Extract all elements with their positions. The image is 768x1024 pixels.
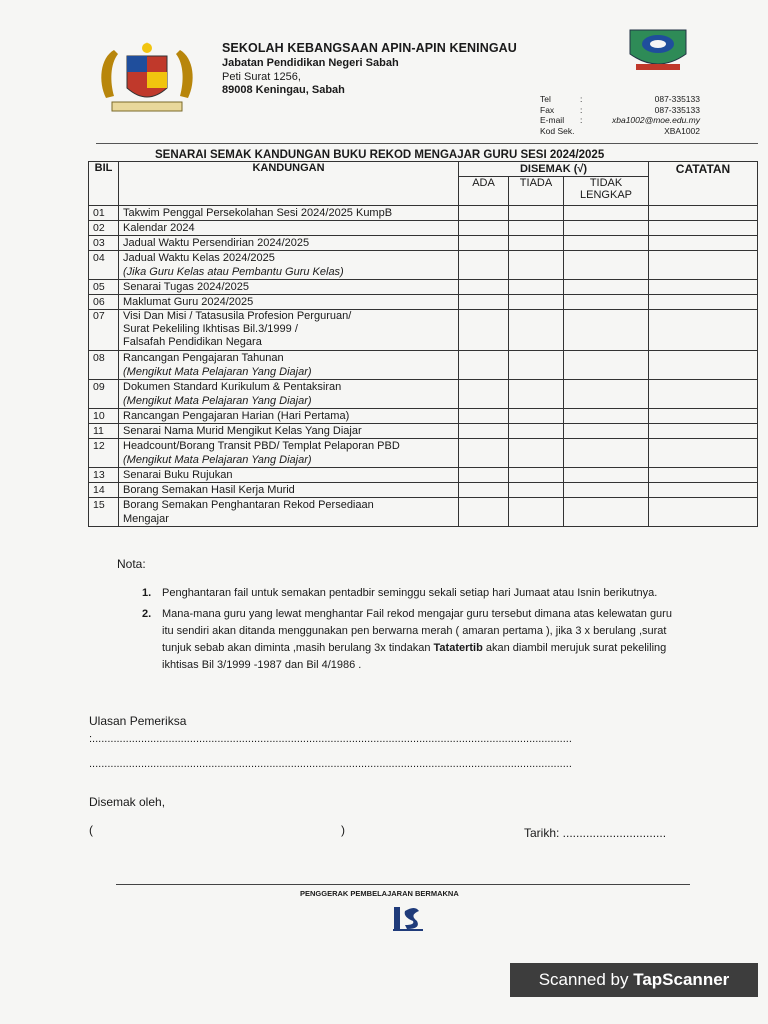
catatan-cell[interactable] [649,206,758,221]
signature-paren-close: ) [341,823,345,837]
row-content [119,280,459,295]
catatan-cell[interactable] [649,498,758,527]
table-row [89,351,758,380]
footer-motto: PENGGERAK PEMBELAJARAN BERMAKNA [300,889,459,898]
contact-value: 087-335133 [654,104,700,115]
note-text: Mana-mana guru yang lewat menghantar Fail rekod mengajar guru tersebut dimana atas kelewatan guru itu sendiri akan ditanda menggunakan pen berwarna merah ( amaran pertama ), jika 3 x berulang ,surat tunjuk sebab akan diminta ,masih berulang 3x tindakan Tatatertib akan diambil merujuk surat pekeliling ikhtisas Bil 3/1999 -1987 dan Bil 4/1986 . [162,608,672,671]
tiada-cell[interactable] [509,310,564,351]
row-content [119,295,459,310]
table-row [89,251,758,280]
watermark-prefix: Scanned by [538,970,634,989]
catatan-cell[interactable] [649,280,758,295]
catatan-cell[interactable] [649,409,758,424]
catatan-cell[interactable] [649,439,758,468]
footer-divider [116,884,690,885]
malaysia-coat-of-arms [92,38,202,118]
row-number: 02 [89,221,119,236]
row-number: 10 [89,409,119,424]
ada-cell[interactable] [459,251,509,280]
header-bil: BIL [89,162,119,206]
contact-label: E-mail [540,115,565,125]
row-content [119,498,459,527]
row-content [119,310,459,351]
catatan-cell[interactable] [649,380,758,409]
tiada-cell[interactable] [509,483,564,498]
postcode-town: 89008 Keningau, Sabah [222,84,345,96]
ada-cell[interactable] [459,221,509,236]
note-number: 1. [142,587,152,599]
note-number: 2. [142,608,152,620]
contact-label: Kod Sek. [540,125,575,136]
table-row [89,380,758,409]
tiada-cell[interactable] [509,251,564,280]
row-number: 15 [89,498,119,527]
table-row [89,498,758,527]
contact-tel: Tel : 087-335133 [540,94,700,104]
tidak-lengkap-cell[interactable] [564,483,649,498]
tiada-cell[interactable] [509,221,564,236]
content-line: Mengajar [123,513,169,525]
content-line: (Mengikut Mata Pelajaran Yang Diajar) [123,454,312,466]
tidak-lengkap-cell[interactable] [564,409,649,424]
ada-cell[interactable] [459,280,509,295]
content-line: (Mengikut Mata Pelajaran Yang Diajar) [123,395,312,407]
content-line: Rancangan Pengajaran Harian (Hari Pertama) [123,410,350,422]
table-row [89,468,758,483]
tidak-lengkap-cell[interactable] [564,351,649,380]
reviewer-comment-label: Ulasan Pemeriksa [89,714,187,728]
row-number: 03 [89,236,119,251]
ada-cell[interactable] [459,295,509,310]
catatan-cell[interactable] [649,468,758,483]
contact-block [540,94,700,136]
date-field: Tarikh: ............................... [524,826,667,840]
row-content [119,483,459,498]
reviewer-comment-line: :............................................................................................................................................................. [89,733,572,745]
school-logo [626,24,690,76]
contact-value: XBA1002 [664,125,700,136]
header-divider [96,143,758,144]
table-row [89,236,758,251]
contact-fax: Fax : 087-335133 [540,104,700,115]
tidak-lengkap-cell[interactable] [564,468,649,483]
row-number: 01 [89,206,119,221]
tiada-cell[interactable] [509,498,564,527]
content-line: Borang Semakan Hasil Kerja Murid [123,484,295,496]
header-tiada: TIADA [509,177,564,206]
content-line: Headcount/Borang Transit PBD/ Templat Pelaporan PBD [123,440,400,452]
department-name: Jabatan Pendidikan Negeri Sabah [222,57,399,69]
school-name: SEKOLAH KEBANGSAAN APIN-APIN KENINGAU [222,41,517,55]
table-row [89,483,758,498]
header-disemak: DISEMAK (√) [459,162,649,177]
header-ada: ADA [459,177,509,206]
notes-title: Nota: [117,557,146,571]
contact-value: xba1002@moe.edu.my [611,115,700,125]
row-content [119,468,459,483]
tiada-cell[interactable] [509,236,564,251]
table-row [89,280,758,295]
row-content [119,206,459,221]
contact-label: Fax [540,104,555,115]
ada-cell[interactable] [459,236,509,251]
catatan-cell[interactable] [649,351,758,380]
ada-cell[interactable] [459,424,509,439]
row-number: 14 [89,483,119,498]
content-line: Senarai Buku Rujukan [123,469,233,481]
tidak-lengkap-cell[interactable] [564,310,649,351]
note-text: Penghantaran fail untuk semakan pentadbir seminggu sekali setiap hari Jumaat atau Isnin berikutnya. [162,587,658,599]
table-row [89,206,758,221]
tiada-cell[interactable] [509,295,564,310]
table-row [89,409,758,424]
ada-cell[interactable] [459,310,509,351]
tiada-cell[interactable] [509,409,564,424]
checked-by-label: Disemak oleh, [89,795,166,809]
catatan-cell[interactable] [649,221,758,236]
tiada-cell[interactable] [509,380,564,409]
header-kandungan: KANDUNGAN [119,162,459,206]
row-content [119,380,459,409]
tiada-cell[interactable] [509,439,564,468]
ada-cell[interactable] [459,206,509,221]
content-line: Falsafah Pendidikan Negara [123,336,262,348]
table-row [89,221,758,236]
tidak-lengkap-cell[interactable] [564,206,649,221]
ada-cell[interactable] [459,380,509,409]
table-row [89,310,758,351]
checklist-table [88,161,758,527]
tiada-cell[interactable] [509,468,564,483]
table-row [89,295,758,310]
row-number: 05 [89,280,119,295]
catatan-cell[interactable] [649,295,758,310]
ada-cell[interactable] [459,498,509,527]
contact-school-code [540,126,700,137]
content-line: Senarai Tugas 2024/2025 [123,281,249,293]
ada-cell[interactable] [459,468,509,483]
content-line: Maklumat Guru 2024/2025 [123,296,254,308]
content-line: Takwim Penggal Persekolahan Sesi 2024/2025 KumpB [123,207,393,219]
content-line: Jadual Waktu Persendirian 2024/2025 [123,237,310,249]
contact-value: 087-335133 [654,94,700,104]
content-line: Borang Semakan Penghantaran Rekod Persediaan [123,499,374,511]
row-content [119,221,459,236]
header-catatan: CATATAN [649,162,758,206]
tidak-lengkap-cell[interactable] [564,251,649,280]
content-line: Senarai Nama Murid Mengikut Kelas Yang Diajar [123,425,362,437]
note-item [142,585,682,602]
content-line: (Mengikut Mata Pelajaran Yang Diajar) [123,366,312,378]
tiada-cell[interactable] [509,351,564,380]
scanner-watermark [510,963,758,997]
footer-logo [391,903,425,933]
content-line: Rancangan Pengajaran Tahunan [123,352,284,364]
catatan-cell[interactable] [649,424,758,439]
note-bold-word: Tatatertib [433,642,483,654]
ada-cell[interactable] [459,351,509,380]
tidak-lengkap-cell[interactable] [564,236,649,251]
row-number: 09 [89,380,119,409]
tiada-cell[interactable] [509,280,564,295]
catatan-cell[interactable] [649,310,758,351]
table-row [89,439,758,468]
row-number: 12 [89,439,119,468]
tidak-lengkap-cell[interactable] [564,221,649,236]
catatan-cell[interactable] [649,483,758,498]
ada-cell[interactable] [459,409,509,424]
notes-list [142,585,682,678]
watermark-brand: TapScanner [633,970,730,989]
reviewer-comment-line: .............................................................................................................................................................. [89,758,572,770]
row-content [119,351,459,380]
content-line: (Jika Guru Kelas atau Pembantu Guru Kelas) [123,266,344,278]
row-number: 04 [89,251,119,280]
row-content [119,236,459,251]
content-line: Kalendar 2024 [123,222,195,234]
catatan-cell[interactable] [649,251,758,280]
row-number: 08 [89,351,119,380]
row-number: 13 [89,468,119,483]
content-line: Jadual Waktu Kelas 2024/2025 [123,252,275,264]
tidak-lengkap-cell[interactable] [564,380,649,409]
row-number: 07 [89,310,119,351]
header-tidak-lengkap: TIDAK LENGKAP [564,177,649,206]
tidak-lengkap-cell[interactable] [564,498,649,527]
tidak-lengkap-cell[interactable] [564,295,649,310]
tidak-lengkap-cell[interactable] [564,424,649,439]
content-line: Visi Dan Misi / Tatasusila Profesion Perguruan/ [123,310,352,322]
row-content [119,424,459,439]
ada-cell[interactable] [459,483,509,498]
document-title: SENARAI SEMAK KANDUNGAN BUKU REKOD MENGAJAR GURU SESI 2024/2025 [155,149,605,161]
table-row [89,424,758,439]
checklist-rows [89,206,758,527]
row-number: 06 [89,295,119,310]
signature-paren-open: ( [89,823,93,837]
row-content [119,409,459,424]
tiada-cell[interactable] [509,424,564,439]
note-item [142,606,682,674]
tiada-cell[interactable] [509,206,564,221]
row-content [119,439,459,468]
content-line: Surat Pekeliling Ikhtisas Bil.3/1999 / [123,323,298,335]
content-line: Dokumen Standard Kurikulum & Pentaksiran [123,381,342,393]
tidak-lengkap-cell[interactable] [564,280,649,295]
tidak-lengkap-cell[interactable] [564,439,649,468]
row-number: 11 [89,424,119,439]
po-box: Peti Surat 1256, [222,71,301,83]
contact-label: Tel [540,94,551,104]
ada-cell[interactable] [459,439,509,468]
row-content [119,251,459,280]
contact-email: E-mail : xba1002@moe.edu.my [540,115,700,125]
catatan-cell[interactable] [649,236,758,251]
